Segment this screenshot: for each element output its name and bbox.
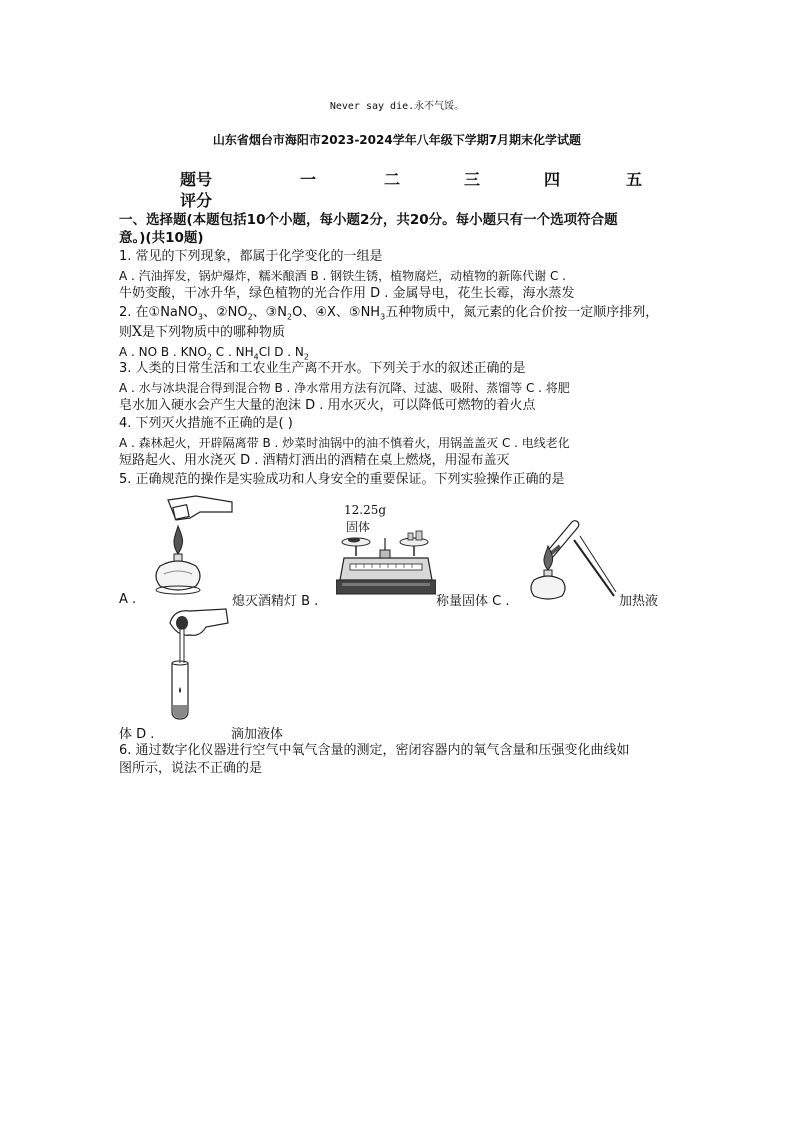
page-title: 山东省烟台市海阳市2023-2024学年八年级下学期7月期末化学试题 [212, 133, 582, 147]
figure-b-mass-label: 12.25g [344, 503, 387, 517]
q2-line2-a: 则 [119, 325, 133, 340]
q4-stem: 4. 下列灭火措施不正确的是( ) [119, 416, 293, 431]
q2-stem-e: 五种物质中，氮元素的化合价按一定顺序排列， [385, 305, 659, 320]
score-col-2: 二 [384, 170, 401, 189]
q2-sub-4: 4 [253, 352, 259, 362]
figure-a-alcohol-lamp [140, 492, 240, 604]
q2-stem-b: 、②NO [202, 305, 248, 320]
q4-options-1: A . 森林起火，开辟隔离带 B . 炒菜时油锅中的油不慎着火，用锅盖盖灭 C . 电线老化 [119, 436, 570, 450]
q3-stem: 3. 人类的日常生活和工农业生产离不开水。下列关于水的叙述正确的是 [119, 361, 526, 376]
figure-b-solid-label: 固体 [346, 520, 371, 534]
q2-sub-2a: 2 [247, 312, 253, 322]
score-col-5: 五 [626, 170, 643, 189]
q2-stem-c: 、③N [252, 305, 288, 320]
figure-d-dropper [160, 605, 236, 725]
q1-options-2: 牛奶变酸，干冰升华，绿色植物的光合作用 D . 金属导电，花生长霉，海水蒸发 [119, 286, 575, 301]
q6-stem-2: 图所示，说法不正确的是 [119, 761, 263, 776]
q5-stem: 5. 正确规范的操作是实验成功和人身安全的重要保证。下列实验操作正确的是 [119, 472, 565, 487]
score-col-1: 一 [300, 170, 317, 189]
section-heading-2: 意。)(共10题) [119, 230, 204, 246]
score-label-no: 题号 [180, 170, 213, 189]
q2-line2-b: 是下列物质中的哪种物质 [141, 325, 285, 340]
q2-stem-a: 2. 在①NaNO [119, 305, 198, 320]
q5-option-a-text: 熄灭酒精灯 B . [232, 594, 319, 609]
q5-option-c-text: 加热液 [619, 594, 659, 609]
q5-option-c-text2: 体 D . [119, 727, 155, 742]
q2-opt-c: Cl D . N [258, 345, 304, 359]
section-heading-1: 一、选择题(本题包括10个小题，每小题2分，共20分。每小题只有一个选项符合题 [119, 212, 618, 228]
q3-options-2: 皂水加入硬水会产生大量的泡沫 D . 用水灭火，可以降低可燃物的着火点 [119, 398, 536, 413]
q4-options-2: 短路起火、用水浇灭 D . 酒精灯洒出的酒精在桌上燃烧，用湿布盖灭 [119, 453, 510, 468]
q2-opt-a: A . NO B . KNO [119, 345, 207, 359]
q2-sub-2c: 2 [206, 352, 212, 362]
q2-sub-3a: 3 [197, 312, 203, 322]
score-table [180, 167, 650, 189]
q3-options-1: A . 水与冰块混合得到混合物 B . 净水常用方法有沉降、过滤、吸附、蒸馏等 C . 将肥 [119, 381, 570, 395]
q5-option-a-prefix: A . [119, 592, 137, 607]
q2-sub-3b: 3 [380, 312, 386, 322]
q2-sub-2d: 2 [303, 352, 309, 362]
q2-line2-x: X [132, 324, 142, 340]
figure-b-balance [336, 528, 436, 600]
motto: Never say die.永不气馁。 [329, 101, 465, 112]
q1-options-1: A . 汽油挥发，锅炉爆炸，糯米酿酒 B . 钢铁生锈，植物腐烂，动植物的新陈代谢 C . [119, 269, 566, 283]
q1-stem: 1. 常见的下列现象，都属于化学变化的一组是 [119, 249, 383, 264]
q2-sub-2b: 2 [287, 312, 293, 322]
q5-option-b-text: 称量固体 C . [436, 594, 510, 609]
figure-c-heating-liquid [530, 510, 620, 602]
score-label-score: 评分 [180, 191, 213, 210]
q6-stem: 6. 通过数字化仪器进行空气中氧气含量的测定，密闭容器内的氧气含量和压强变化曲线如 [119, 743, 630, 758]
score-col-4: 四 [544, 170, 561, 189]
q2-opt-b: C . NH [211, 345, 254, 359]
q2-line2 [119, 323, 689, 342]
q2-stem-d: O、④X、⑤NH [292, 305, 381, 320]
q5-option-d-text: 滴加液体 [231, 727, 284, 742]
score-col-3: 三 [464, 170, 481, 189]
